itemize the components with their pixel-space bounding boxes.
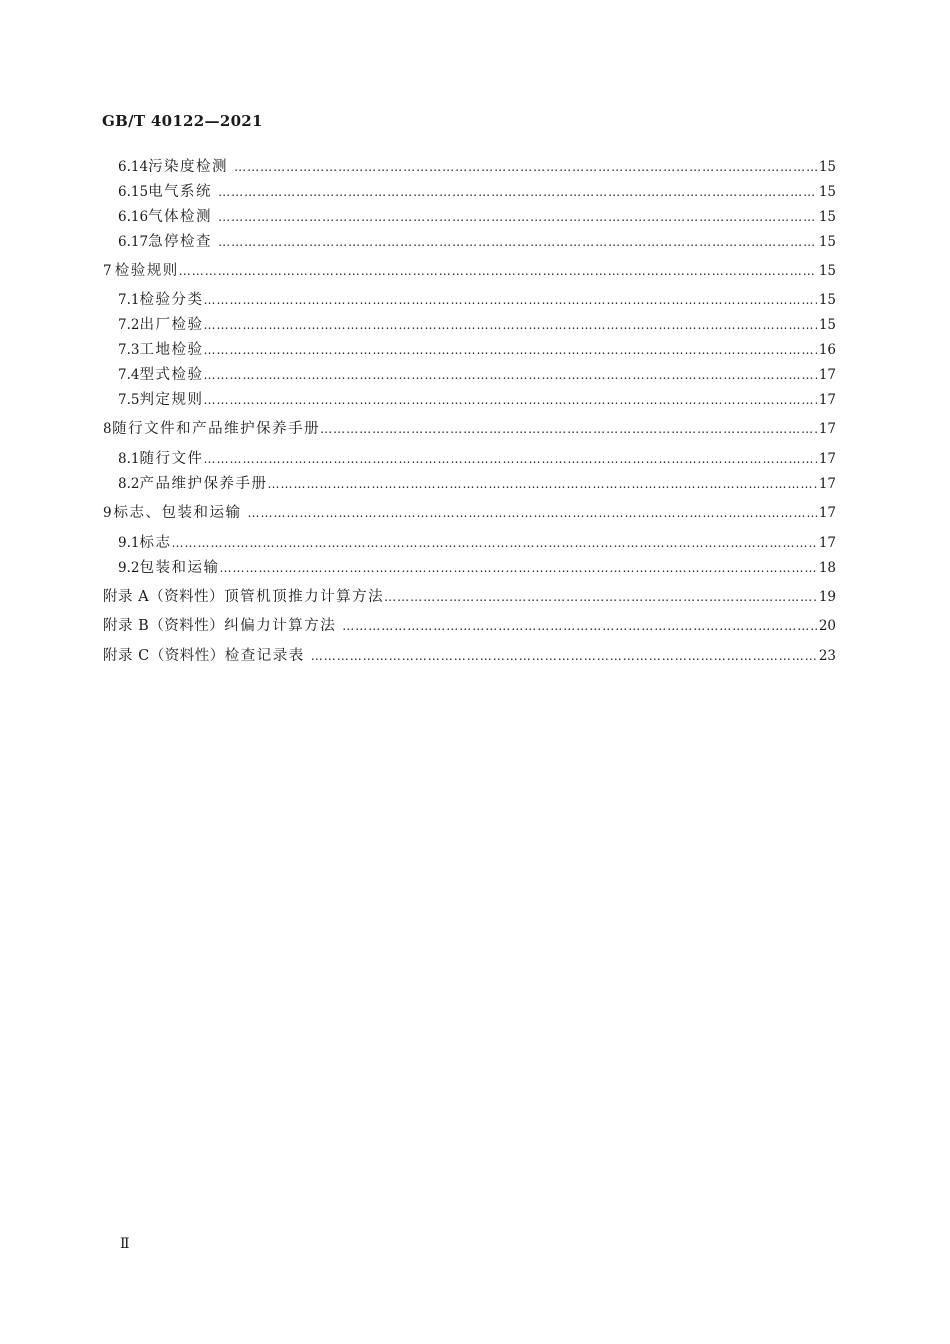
toc-entry-8-2[interactable] bbox=[118, 474, 836, 494]
toc-entry-number: 7.1 bbox=[118, 292, 140, 308]
toc-entry-title: 检验分类 bbox=[139, 292, 204, 308]
toc-entry-number: 附录 A（资料性） bbox=[103, 589, 225, 605]
toc-entry-title: 标志 bbox=[139, 535, 172, 551]
toc-leader-dots bbox=[203, 365, 816, 385]
toc-entry-6-15[interactable] bbox=[118, 182, 836, 202]
toc-entry-page: 17 bbox=[818, 392, 836, 408]
toc-entry-number: 7.4 bbox=[118, 367, 140, 383]
page-number: Ⅱ bbox=[120, 1236, 130, 1252]
toc-leader-dots bbox=[203, 449, 816, 469]
toc-entry-8[interactable] bbox=[103, 419, 836, 439]
toc-leader-dots bbox=[218, 207, 817, 227]
toc-leader-dots bbox=[179, 261, 817, 281]
toc-entry-number: 6.15 bbox=[118, 184, 149, 200]
toc-entry-appendix-a[interactable] bbox=[103, 587, 836, 607]
toc-entry-number: 9.2 bbox=[118, 560, 140, 576]
toc-leader-dots bbox=[218, 182, 817, 202]
toc-leader-dots bbox=[342, 616, 817, 636]
toc-leader-dots bbox=[203, 390, 816, 410]
toc-leader-dots bbox=[218, 232, 817, 252]
toc-entry-number: 8.1 bbox=[118, 451, 140, 467]
toc-entry-page: 15 bbox=[818, 159, 836, 175]
toc-leader-dots bbox=[320, 419, 817, 439]
toc-entry-title: 急停检查 bbox=[148, 234, 213, 250]
toc-entry-number: 6.17 bbox=[118, 234, 149, 250]
toc-entry-page: 19 bbox=[818, 589, 836, 605]
toc-entry-title: 标志、包装和运输 bbox=[113, 505, 242, 521]
toc-leader-dots bbox=[384, 587, 817, 607]
toc-entry-number: 6.16 bbox=[118, 209, 149, 225]
toc-entry-page: 17 bbox=[818, 505, 836, 521]
toc-leader-dots bbox=[171, 533, 816, 553]
toc-entry-page: 15 bbox=[818, 234, 836, 250]
toc-entry-title: 顶管机顶推力计算方法 bbox=[224, 589, 385, 605]
toc-entry-title: 检查记录表 bbox=[224, 648, 305, 664]
toc-entry-number: 附录 C（资料性） bbox=[103, 648, 225, 664]
toc-entry-page: 17 bbox=[818, 476, 836, 492]
toc-entry-page: 17 bbox=[818, 367, 836, 383]
toc-entry-title: 判定规则 bbox=[139, 392, 204, 408]
toc-entry-number: 7.3 bbox=[118, 342, 140, 358]
toc-entry-page: 17 bbox=[818, 535, 836, 551]
toc-entry-appendix-c[interactable] bbox=[103, 646, 836, 666]
toc-entry-page: 20 bbox=[818, 618, 836, 634]
toc-leader-dots bbox=[203, 340, 816, 360]
toc-entry-title: 随行文件和产品维护保养手册 bbox=[112, 421, 321, 437]
toc-entry-number: 8 bbox=[103, 421, 112, 437]
toc-entry-6-14[interactable] bbox=[118, 157, 836, 177]
toc-entry-title: 污染度检测 bbox=[148, 159, 229, 175]
toc-entry-title: 纠偏力计算方法 bbox=[224, 618, 337, 634]
toc-entry-title: 检验规则 bbox=[114, 263, 179, 279]
toc-entry-title: 出厂检验 bbox=[139, 317, 204, 333]
toc-entry-page: 16 bbox=[818, 342, 836, 358]
toc-entry-7-5[interactable] bbox=[118, 390, 836, 410]
toc-entry-page: 15 bbox=[818, 184, 836, 200]
toc-leader-dots bbox=[219, 558, 816, 578]
toc-entry-title: 气体检测 bbox=[148, 209, 213, 225]
toc-leader-dots bbox=[311, 646, 817, 666]
toc-entry-7-2[interactable] bbox=[118, 315, 836, 335]
toc-entry-appendix-b[interactable] bbox=[103, 616, 836, 636]
toc-leader-dots bbox=[267, 474, 816, 494]
toc-entry-title: 电气系统 bbox=[148, 184, 213, 200]
toc-entry-number: 6.14 bbox=[118, 159, 149, 175]
toc-entry-page: 15 bbox=[818, 209, 836, 225]
toc-entry-8-1[interactable] bbox=[118, 449, 836, 469]
toc-entry-number: 7 bbox=[103, 263, 112, 279]
toc-entry-title: 产品维护保养手册 bbox=[139, 476, 268, 492]
toc-entry-9[interactable] bbox=[103, 503, 836, 523]
toc-entry-7-4[interactable] bbox=[118, 365, 836, 385]
toc-entry-title: 随行文件 bbox=[139, 451, 204, 467]
toc-entry-9-1[interactable] bbox=[118, 533, 836, 553]
toc-entry-7-3[interactable] bbox=[118, 340, 836, 360]
toc-entry-page: 17 bbox=[818, 451, 836, 467]
toc-entry-number: 9 bbox=[103, 505, 112, 521]
toc-entry-page: 23 bbox=[818, 648, 836, 664]
toc-entry-6-16[interactable] bbox=[118, 207, 836, 227]
toc-leader-dots bbox=[234, 157, 817, 177]
toc-entry-page: 15 bbox=[818, 292, 836, 308]
toc-entry-page: 17 bbox=[818, 421, 836, 437]
toc-leader-dots bbox=[203, 290, 816, 310]
toc-leader-dots bbox=[248, 503, 817, 523]
toc-entry-page: 18 bbox=[818, 560, 836, 576]
toc-entry-title: 包装和运输 bbox=[139, 560, 220, 576]
toc-entry-number: 8.2 bbox=[118, 476, 140, 492]
standard-code-header: GB/T 40122—2021 bbox=[102, 112, 263, 130]
toc-leader-dots bbox=[203, 315, 816, 335]
toc-entry-page: 15 bbox=[818, 263, 836, 279]
toc-entry-number: 7.5 bbox=[118, 392, 140, 408]
toc-entry-title: 型式检验 bbox=[139, 367, 204, 383]
toc-entry-title: 工地检验 bbox=[139, 342, 204, 358]
toc-entry-page: 15 bbox=[818, 317, 836, 333]
toc-entry-number: 7.2 bbox=[118, 317, 140, 333]
toc-entry-6-17[interactable] bbox=[118, 232, 836, 252]
toc-entry-number: 附录 B（资料性） bbox=[103, 618, 225, 634]
toc-entry-7-1[interactable] bbox=[118, 290, 836, 310]
toc-entry-number: 9.1 bbox=[118, 535, 140, 551]
toc-entry-9-2[interactable] bbox=[118, 558, 836, 578]
toc-entry-7[interactable] bbox=[103, 261, 836, 281]
